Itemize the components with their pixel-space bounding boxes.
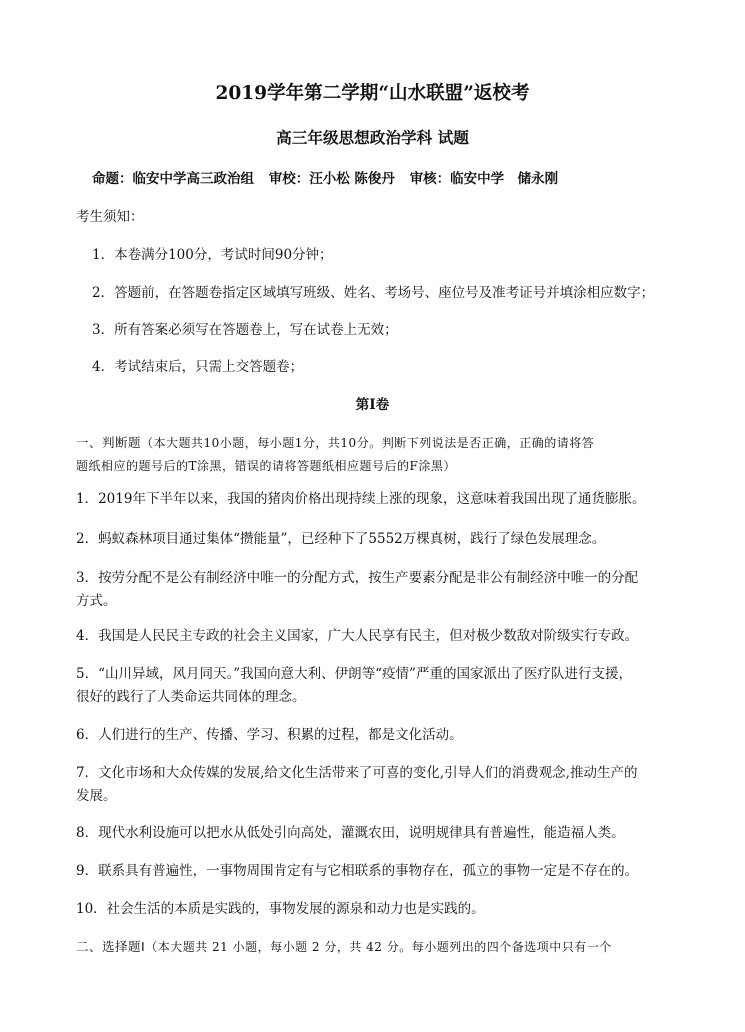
notice-heading: 考生须知： (76, 209, 144, 225)
question-10: 10．社会生活的本质是实践的，事物发展的源泉和动力也是实践的。 (76, 901, 485, 917)
section-1-desc-cont: 题纸相应的题号后的T涂黑，错误的请将答题纸相应题号后的F涂黑） (76, 459, 456, 473)
question-2: 2．蚂蚁森林项目通过集体“攒能量”，已经种下了5552万棵真树，践行了绿色发展理念。 (76, 531, 606, 547)
question-9: 9．联系具有普遍性，一事物周围肯定有与它相联系的事物存在，孤立的事物一定是不存在的。 (76, 863, 639, 879)
section-2-header (76, 938, 612, 956)
section-2-title: 二、选择题Ⅰ (76, 939, 146, 954)
volume-title: 第Ⅰ卷 (355, 397, 390, 413)
notice-item: 2．答题前，在答题卷指定区域填写班级、姓名、考场号、座位号及准考证号并填涂相应数字； (92, 285, 655, 301)
exam-credits (92, 170, 568, 188)
question-8: 8．现代水利设施可以把水从低处引向高处，灌溉农田，说明规律具有普遍性，能造福人类。 (76, 825, 625, 841)
notice-item: 3．所有答案必须写在答题卷上，写在试卷上无效； (92, 322, 398, 338)
question-5: 5．“山川异域，风月同天。”我国向意大利、伊朗等“疫情”严重的国家派出了医疗队进行支援， (76, 666, 632, 682)
question-7-cont: 发展。 (76, 788, 117, 804)
question-5-cont: 很好的践行了人类命运共同体的理念。 (76, 689, 306, 705)
proposer-text: 命题：临安中学高三政治组 (92, 171, 254, 187)
question-7: 7．文化市场和大众传媒的发展,给文化生活带来了可喜的变化,引导人们的消费观念,推动生产的 (76, 765, 638, 781)
reviewer-text: 审校：汪小松 陈俊丹 (268, 171, 395, 187)
section-1-header (76, 434, 594, 452)
exam-subtitle: 高三年级思想政治学科 试题 (276, 128, 469, 147)
question-4: 4．我国是人民民主专政的社会主义国家，广大人民享有民主，但对极少数敌对阶级实行专政。 (76, 628, 639, 644)
section-2-desc: （本大题共 21 小题，每小题 2 分，共 42 分。每小题列出的四个备选项中只有一个 (145, 940, 612, 954)
question-3: 3．按劳分配不是公有制经济中唯一的分配方式，按生产要素分配是非公有制经济中唯一的分配 (76, 570, 639, 586)
notice-item: 4．考试结束后，只需上交答题卷； (92, 359, 304, 375)
auditor-text: 审核：临安中学 储永刚 (409, 171, 559, 187)
section-1-desc: （本大题共10小题，每小题1分，共10分。判断下列说法是否正确，正确的请将答 (141, 436, 595, 450)
question-1: 1．2019年下半年以来，我国的猪肉价格出现持续上涨的现象，这意味着我国出现了通货膨胀。 (76, 491, 646, 507)
question-3-cont: 方式。 (76, 593, 117, 609)
exam-title: 2019学年第二学期“山水联盟”返校考 (215, 83, 530, 104)
question-6: 6．人们进行的生产、传播、学习、积累的过程，都是文化活动。 (76, 727, 463, 743)
notice-item: 1．本卷满分100分，考试时间90分钟； (92, 247, 333, 263)
section-1-title: 一、判断题 (76, 435, 142, 450)
